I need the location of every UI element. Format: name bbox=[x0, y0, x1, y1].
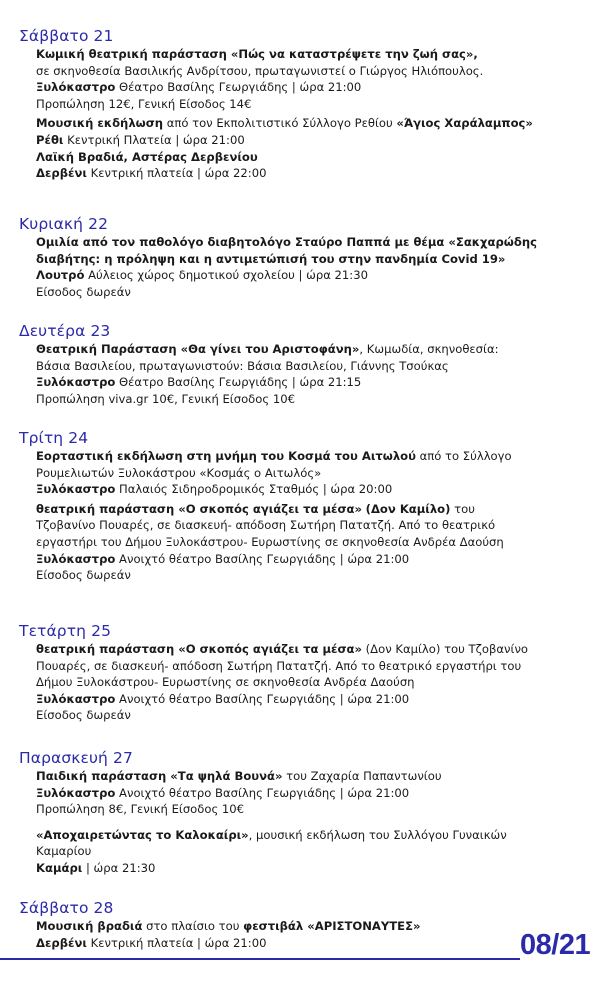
event-line bbox=[36, 267, 589, 284]
event-line bbox=[36, 691, 589, 708]
event-text-bold: Καμάρι bbox=[36, 860, 83, 875]
event-text-bold: θεατρική παράσταση «Ο σκοπός αγιάζει τα μέσα» bbox=[36, 501, 362, 516]
event-entry bbox=[36, 918, 589, 951]
event-text: Είσοδος δωρεάν bbox=[36, 568, 131, 583]
event-line bbox=[36, 534, 589, 551]
event-entry bbox=[36, 115, 589, 181]
event-line bbox=[36, 843, 589, 860]
event-line bbox=[36, 658, 589, 675]
day-monday-23 bbox=[19, 322, 589, 407]
event-line bbox=[36, 234, 589, 251]
event-text-bold: «Αποχαιρετώντας το Καλοκαίρι» bbox=[36, 827, 249, 842]
event-text: του bbox=[450, 501, 475, 516]
event-text-bold: θεατρική παράσταση «Ο σκοπός αγιάζει τα μέσα» bbox=[36, 642, 362, 656]
event-text-bold: (Δον Καμίλο) bbox=[365, 501, 451, 516]
event-line bbox=[36, 707, 589, 724]
event-line bbox=[36, 567, 589, 584]
event-line bbox=[36, 358, 589, 375]
event-text: Καμαρίου bbox=[36, 844, 92, 859]
event-line bbox=[36, 46, 589, 63]
event-line bbox=[36, 79, 589, 96]
event-text-bold: Δερβένι bbox=[36, 935, 87, 950]
event-text-bold: Λουτρό bbox=[36, 268, 85, 283]
event-text-bold: διαβήτης: η πρόληψη και η αντιμετώπισή του στην πανδημία Covid 19» bbox=[36, 251, 506, 266]
event-text: Ανοιχτό θέατρο Βασίλης Γεωργιάδης | ώρα 21:00 bbox=[115, 691, 410, 706]
event-text: Κεντρική Πλατεία | ώρα 21:00 bbox=[63, 132, 245, 147]
event-text-bold: Μουσική εκδήλωση bbox=[36, 116, 164, 131]
day-tuesday-24 bbox=[19, 429, 589, 584]
event-line bbox=[36, 391, 589, 408]
event-text-bold: Ξυλόκαστρο bbox=[36, 482, 116, 497]
event-text: Δήμου Ξυλοκάστρου- Ευρωστίνης σε σκηνοθεσία Ανδρέα Δαούση bbox=[36, 675, 415, 690]
event-text: Κεντρική πλατεία | ώρα 21:00 bbox=[86, 935, 267, 950]
event-entry bbox=[36, 501, 589, 584]
event-line bbox=[36, 374, 589, 391]
event-text-bold: Κωμική θεατρική παράσταση «Πώς να καταστρέψετε την ζωή σας», bbox=[36, 47, 478, 61]
day-wednesday-25 bbox=[19, 622, 589, 724]
event-line bbox=[36, 63, 589, 80]
day-title: Σάββατο 21 bbox=[19, 27, 114, 45]
day-title: Σάββατο 28 bbox=[19, 899, 114, 917]
event-text-bold: Λαϊκή Βραδιά, Αστέρας Δερβενίου bbox=[36, 149, 258, 164]
event-entry bbox=[36, 768, 589, 818]
event-text: Θέατρο Βασίλης Γεωργιάδης | ώρα 21:00 bbox=[115, 80, 362, 95]
event-line bbox=[36, 149, 589, 166]
event-text-bold: Δερβένι bbox=[36, 166, 87, 181]
event-text: του Ζαχαρία Παπαντωνίου bbox=[282, 769, 442, 783]
event-text-bold: Ξυλόκαστρο bbox=[36, 375, 116, 390]
event-line bbox=[36, 768, 589, 785]
day-saturday-28 bbox=[19, 899, 589, 951]
event-text: Είσοδος δωρεάν bbox=[36, 708, 131, 723]
event-line bbox=[36, 517, 589, 534]
event-entry bbox=[36, 827, 589, 877]
event-line bbox=[36, 284, 589, 301]
event-text: Βάσια Βασιλείου, πρωταγωνιστούν: Βάσια Βασιλείου, Γιάννης Τσούκας bbox=[36, 358, 449, 373]
event-text: Κεντρική πλατεία | ώρα 22:00 bbox=[86, 166, 267, 181]
event-text: | ώρα 21:30 bbox=[82, 860, 156, 875]
event-entry bbox=[36, 448, 589, 498]
event-line bbox=[36, 551, 589, 568]
event-text-bold: Εορταστική εκδήλωση στη μνήμη του Κοσμά του Αιτωλού bbox=[36, 449, 416, 463]
event-text: Παλαιός Σιδηροδρομικός Σταθμός | ώρα 20:00 bbox=[115, 482, 393, 497]
event-text-bold: Ρέθι bbox=[36, 132, 64, 147]
event-line bbox=[36, 801, 589, 818]
event-entry bbox=[36, 234, 589, 300]
event-entry bbox=[36, 46, 589, 112]
day-friday-27 bbox=[19, 749, 589, 877]
event-line bbox=[36, 641, 589, 658]
event-text: Είσοδος δωρεάν bbox=[36, 284, 131, 299]
event-text: (Δον Καμίλο) του Τζοβανίνο bbox=[361, 642, 529, 656]
event-text: από τον Εκπολιτιστικό Σύλλογο Ρεθίου bbox=[163, 116, 397, 131]
event-line bbox=[36, 935, 589, 952]
event-line bbox=[36, 860, 589, 877]
event-text: Τζοβανίνο Πουαρές, σε διασκευή- απόδοση Σωτήρη Πατατζή. Από το θεατρικό bbox=[36, 518, 496, 533]
event-line bbox=[36, 251, 589, 268]
event-text: Θέατρο Βασίλης Γεωργιάδης | ώρα 21:15 bbox=[115, 375, 362, 390]
event-line bbox=[36, 341, 589, 358]
event-line bbox=[36, 132, 589, 149]
event-line bbox=[36, 481, 589, 498]
event-line bbox=[36, 785, 589, 802]
event-text: εργαστήρι του Δήμου Ξυλοκάστρου- Ευρωστίνης σε σκηνοθεσία Ανδρέα Δαούση bbox=[36, 534, 504, 549]
event-line bbox=[36, 115, 589, 132]
event-text-bold: Ξυλόκαστρο bbox=[36, 80, 116, 95]
event-text-bold: Μουσική βραδιά bbox=[36, 919, 143, 933]
day-title: Δευτέρα 23 bbox=[19, 322, 111, 340]
event-text: Προπώληση 12€, Γενική Είσοδος 14€ bbox=[36, 96, 252, 111]
event-line bbox=[36, 448, 589, 465]
day-saturday-21 bbox=[19, 27, 589, 182]
event-line bbox=[36, 918, 589, 935]
event-line bbox=[36, 96, 589, 113]
event-text: , μουσική εκδήλωση του Συλλόγου Γυναικών bbox=[248, 827, 507, 842]
event-text: Ανοιχτό θέατρο Βασίλης Γεωργιάδης | ώρα 21:00 bbox=[115, 551, 410, 566]
event-text: Ρουμελιωτών Ξυλοκάστρου «Κοσμάς ο Αιτωλός» bbox=[36, 465, 322, 480]
day-title: Κυριακή 22 bbox=[19, 215, 109, 233]
event-text-bold: Ξυλόκαστρο bbox=[36, 691, 116, 706]
event-line bbox=[36, 827, 589, 844]
event-text: Αύλειος χώρος δημοτικού σχολείου | ώρα 21:30 bbox=[84, 268, 368, 283]
day-sunday-22 bbox=[19, 215, 589, 300]
day-title: Παρασκευή 27 bbox=[19, 749, 133, 767]
event-text: στο πλαίσιο του bbox=[142, 919, 244, 933]
event-text: Προπώληση 8€, Γενική Είσοδος 10€ bbox=[36, 802, 245, 817]
event-line bbox=[36, 165, 589, 182]
event-text-bold: Ομιλία από τον παθολόγο διαβητολόγο Σταύρο Παππά με θέμα «Σακχαρώδης bbox=[36, 235, 537, 249]
event-text-bold: Ξυλόκαστρο bbox=[36, 551, 116, 566]
event-entry bbox=[36, 641, 589, 724]
event-text: , Κωμωδία, σκηνοθεσία: bbox=[359, 342, 499, 356]
page-number: 08/21 bbox=[520, 929, 591, 961]
event-text: Πουαρές, σε διασκευή- απόδοση Σωτήρη Πατατζή. Από το θεατρικό εργαστήρι του bbox=[36, 658, 522, 673]
event-entry bbox=[36, 341, 589, 407]
day-title: Τρίτη 24 bbox=[19, 429, 89, 447]
event-text-bold: Ξυλόκαστρο bbox=[36, 785, 116, 800]
event-line bbox=[36, 674, 589, 691]
event-text: Ανοιχτό θέατρο Βασίλης Γεωργιάδης | ώρα 21:00 bbox=[115, 785, 410, 800]
event-line bbox=[36, 501, 589, 518]
event-text: από το Σύλλογο bbox=[415, 449, 512, 463]
event-text-bold: Θεατρική Παράσταση «Θα γίνει του Αριστοφάνη» bbox=[36, 342, 360, 356]
event-line bbox=[36, 465, 589, 482]
event-text: Προπώληση viva.gr 10€, Γενική Είσοδος 10€ bbox=[36, 391, 295, 406]
event-text-bold: «Άγιος Χαράλαμπος» bbox=[396, 116, 533, 131]
footer-rule bbox=[0, 958, 520, 960]
event-text-bold: Παιδική παράσταση «Τα ψηλά Βουνά» bbox=[36, 769, 283, 783]
event-text-bold: φεστιβάλ «ΑΡΙΣΤΟΝΑΥΤΕΣ» bbox=[243, 919, 421, 933]
day-title: Τετάρτη 25 bbox=[19, 622, 112, 640]
event-text: σε σκηνοθεσία Βασιλικής Ανδρίτσου, πρωταγωνιστεί ο Γιώργος Ηλιόπουλος. bbox=[36, 63, 484, 78]
